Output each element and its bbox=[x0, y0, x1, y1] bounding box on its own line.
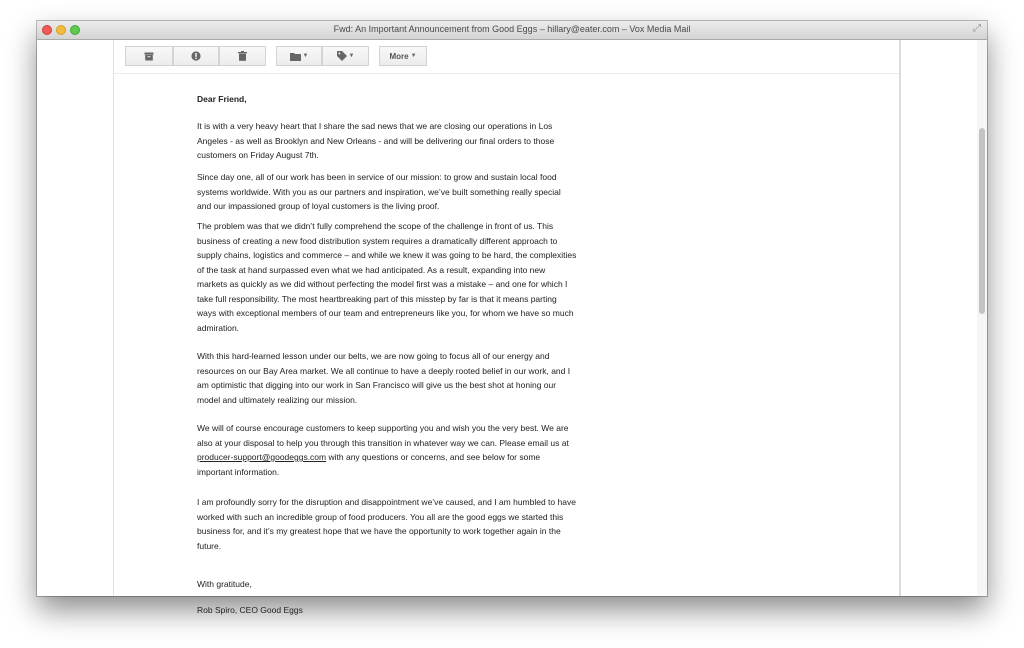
email-paragraph: The problem was that we didn’t fully comprehend the scope of the challenge in front of us. This business of creating a new food distribution system requires a dramatically different approach to supply chains, logistics and commerce – and while we knew it was going to be hard, the complexities of the task at hand surpassed even what we had anticipated. As a result, expanding into new markets as quickly as we did without perfecting the model first was a mistake – and one for which I take full responsibility. The most heartbreaking part of this misstep by far is that it means parting ways with exceptional members of our team and entrepreneurs like you, for whom we have so much admiration. bbox=[197, 221, 577, 333]
chevron-down-icon: ▼ bbox=[348, 53, 355, 59]
more-button-label: More bbox=[389, 51, 409, 61]
tag-icon bbox=[337, 51, 347, 61]
message-toolbar bbox=[114, 40, 899, 74]
email-paragraph: It is with a very heavy heart that I share the sad news that we are closing our operations in Los Angeles - as well as Brooklyn and New Orleans - and will be delivering our final orders to those customers on Friday August 7th. bbox=[197, 121, 555, 160]
report-spam-button[interactable] bbox=[173, 46, 219, 66]
move-to-button[interactable] bbox=[276, 46, 322, 66]
email-paragraph: I am profoundly sorry for the disruption and disappointment we’ve caused, and I am humbled to have worked with such an incredible group of food producers. You all are the good eggs we started this business for, and it’s my greatest hope that we have the opportunity to work together again in the future. bbox=[197, 497, 576, 551]
scrollbar-track[interactable] bbox=[977, 40, 987, 596]
chevron-down-icon: ▼ bbox=[410, 53, 417, 59]
archive-icon bbox=[144, 52, 154, 61]
report-spam-icon bbox=[191, 51, 201, 61]
delete-button[interactable] bbox=[219, 46, 266, 66]
folder-icon bbox=[290, 52, 301, 61]
scrollbar-thumb[interactable] bbox=[979, 128, 985, 314]
mail-window bbox=[37, 21, 987, 615]
fullscreen-icon[interactable]: ⤢ bbox=[973, 23, 981, 34]
email-closing: With gratitude, bbox=[197, 579, 252, 589]
trash-icon bbox=[238, 51, 247, 61]
email-greeting: Dear Friend, bbox=[197, 94, 247, 104]
chevron-down-icon: ▼ bbox=[302, 53, 309, 59]
support-email-link[interactable]: producer-support@goodeggs.com bbox=[197, 452, 327, 462]
content-border-right bbox=[899, 40, 901, 596]
window-title: Fwd: An Important Announcement from Good Eggs – hillary@eater.com – Vox Media Mail bbox=[333, 24, 691, 34]
email-paragraph: Since day one, all of our work has been in service of our mission: to grow and sustain local food systems worldwide. With you as our partners and inspiration, we’ve built something really special and our impassioned group of loyal customers is the living proof. bbox=[197, 172, 561, 211]
more-button[interactable] bbox=[379, 46, 427, 66]
email-paragraph bbox=[197, 421, 577, 479]
email-paragraph: With this hard-learned lesson under our belts, we are now going to focus all of our energy and resources on our Bay Area market. We all continue to have a deeply rooted belief in our work, and I am optimistic that digging into our work in San Francisco will give us the best shot at honing our model and ultimately realizing our mission. bbox=[197, 351, 571, 405]
archive-button[interactable] bbox=[125, 46, 173, 66]
title-bar[interactable] bbox=[37, 21, 987, 40]
labels-button[interactable] bbox=[322, 46, 369, 66]
mail-content bbox=[37, 40, 987, 615]
content-border-left bbox=[113, 40, 114, 596]
email-text: with any questions or concerns, and see below for some important information. bbox=[197, 452, 541, 477]
email-text: We will of course encourage customers to keep supporting you and wish you the very best. We are also at your disposal to help you through this transition in whatever way we can. Please email us at bbox=[197, 423, 569, 448]
email-signature: Rob Spiro, CEO Good Eggs bbox=[197, 605, 303, 615]
